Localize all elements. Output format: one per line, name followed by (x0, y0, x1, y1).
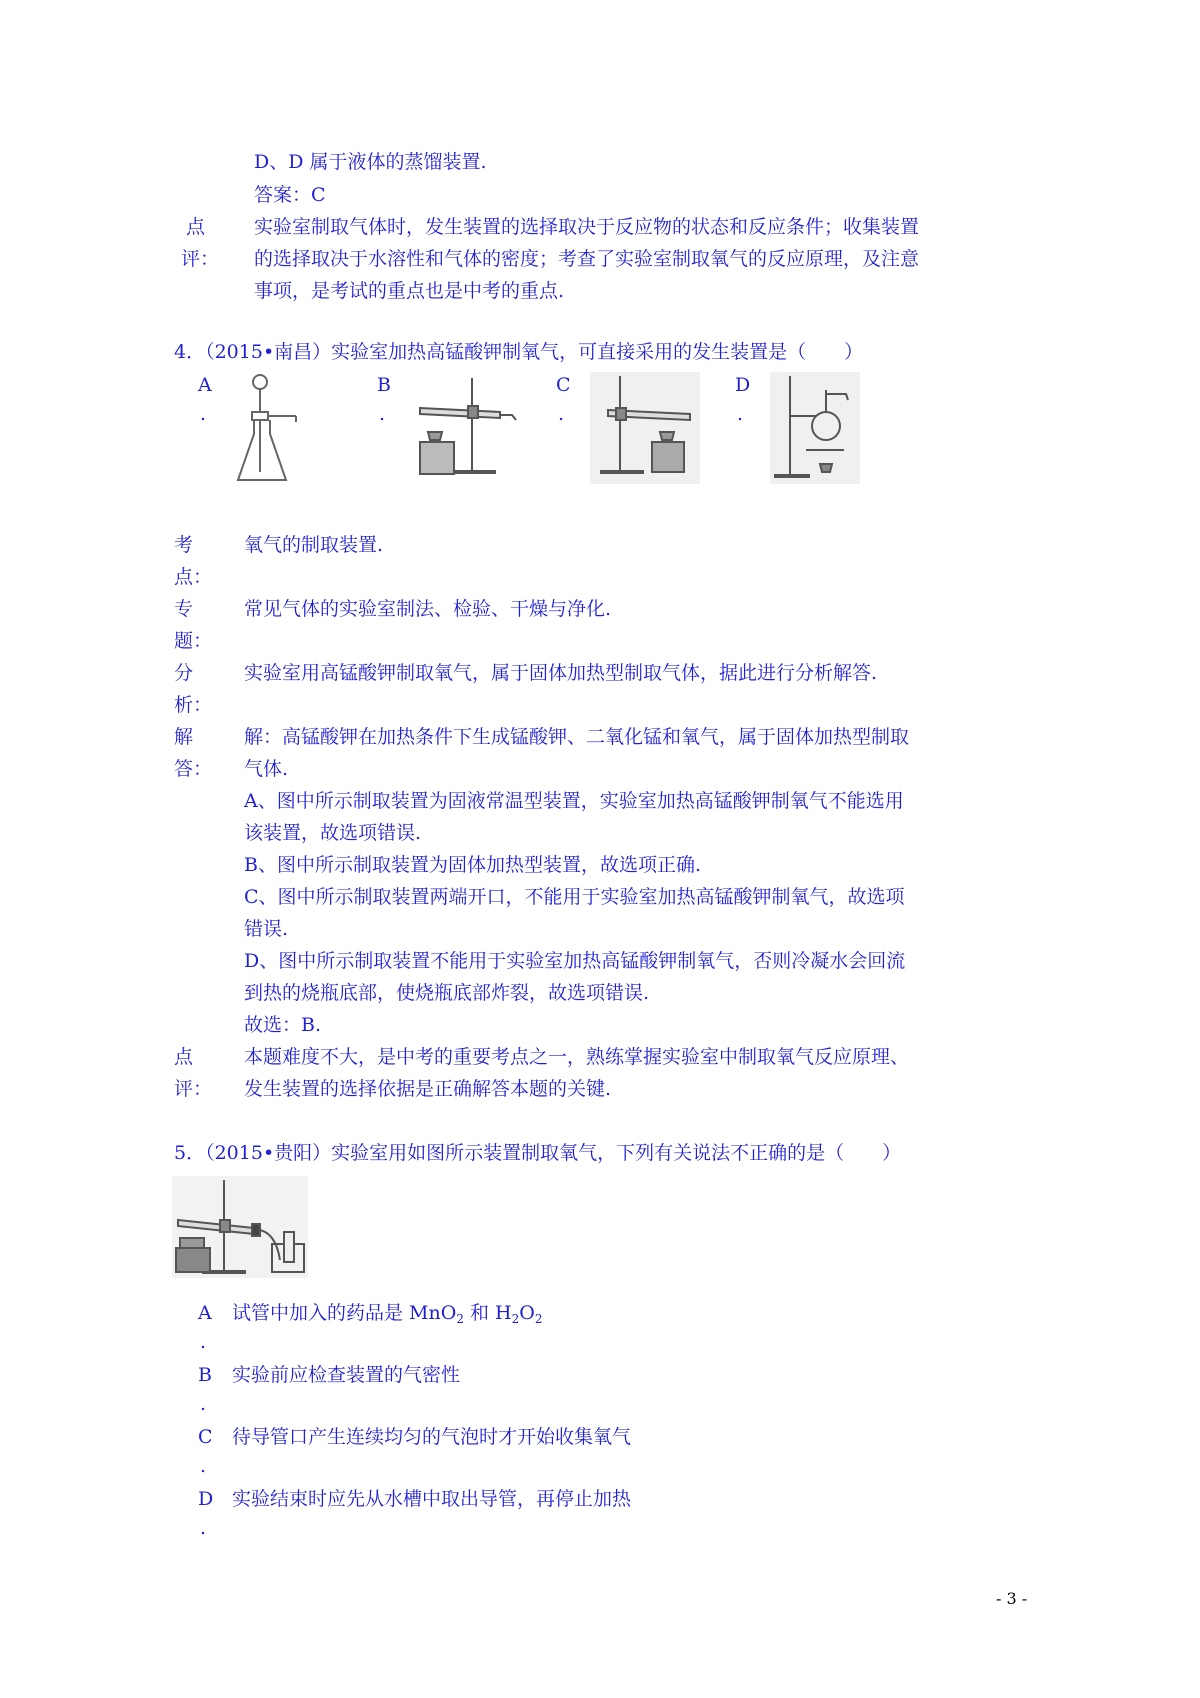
q4-section-text: 该装置，故选项错误. (244, 822, 422, 844)
q3-comment-line: 的选择取决于水溶性和气体的密度；考查了实验室制取氧气的反应原理，及注意 (254, 248, 920, 270)
q4-section-text: 发生装置的选择依据是正确解答本题的关键. (244, 1078, 612, 1100)
flask-heating-apparatus (770, 372, 860, 484)
q5-option-text-a (232, 1304, 542, 1325)
q5-option-dot: . (200, 1517, 207, 1539)
q5-option-text-c: 待导管口产生连续均匀的气泡时才开始收集氧气 (232, 1426, 632, 1448)
q4-section-text: 到热的烧瓶底部，使烧瓶底部炸裂，故选项错误. (244, 982, 650, 1004)
q4-option-letter-c: C (556, 374, 571, 396)
q5-option-a-sub: 2 (511, 1312, 520, 1326)
q4-section-label: 评： (174, 1078, 213, 1100)
q4-section-text: D、图中所示制取装置不能用于实验室加热高锰酸钾制氧气，否则冷凝水会回流 (244, 950, 906, 972)
q3-answer: 答案：C (254, 184, 326, 206)
q4-section-text: 故选：B. (244, 1014, 322, 1036)
q3-comment-label: 评： (181, 248, 220, 270)
q5-option-dot: . (200, 1393, 207, 1415)
q4-section-text: 实验室用高锰酸钾制取氧气，属于固体加热型制取气体，据此进行分析解答. (244, 662, 878, 684)
q4-section-label: 解 (174, 726, 194, 748)
q5-option-letter-a: A (198, 1302, 212, 1324)
q4-section-label: 专 (174, 598, 194, 620)
test-tube-heating-apparatus (412, 372, 522, 484)
q3-comment-line: 事项，是考试的重点也是中考的重点. (254, 280, 565, 302)
q5-option-a-part: 试管中加入的药品是 MnO (232, 1302, 457, 1324)
q4-option-dot: . (200, 403, 207, 425)
q4-section-text: 气体. (244, 758, 289, 780)
q5-option-letter-b: B (198, 1364, 212, 1386)
q4-section-text: 错误. (244, 918, 289, 940)
conical-flask-funnel-apparatus (230, 372, 302, 484)
q4-section-label: 点： (174, 566, 213, 588)
q5-option-a-sub: 2 (534, 1312, 543, 1326)
q4-section-text: B、图中所示制取装置为固体加热型装置，故选项正确. (244, 854, 702, 876)
q5-option-a-part: 和 H (463, 1302, 512, 1324)
q5-option-letter-d: D (198, 1488, 214, 1510)
page-number: - 3 - (996, 1589, 1028, 1608)
q4-section-text: 氧气的制取装置. (244, 534, 384, 556)
q3-comment-line: 实验室制取气体时，发生装置的选择取决于反应物的状态和反应条件；收集装置 (254, 216, 920, 238)
q4-stem: 4．（2015•南昌）实验室加热高锰酸钾制氧气，可直接采用的发生装置是（ ） (174, 341, 864, 363)
q4-section-label: 点 (174, 1046, 194, 1068)
q4-option-dot: . (737, 403, 744, 425)
q5-option-text-d: 实验结束时应先从水槽中取出导管，再停止加热 (232, 1488, 632, 1510)
oxygen-collection-apparatus (172, 1176, 308, 1278)
q5-option-text-b: 实验前应检查装置的气密性 (232, 1364, 461, 1386)
q4-section-text: 常见气体的实验室制法、检验、干燥与净化. (244, 598, 612, 620)
q5-option-dot: . (200, 1455, 207, 1477)
q4-section-label: 析： (174, 694, 213, 716)
q5-option-letter-c: C (198, 1426, 213, 1448)
q5-option-dot: . (200, 1331, 207, 1353)
q4-section-text: A、图中所示制取装置为固液常温型装置，实验室加热高锰酸钾制氧气不能选用 (244, 790, 904, 812)
q4-section-text: 解：高锰酸钾在加热条件下生成锰酸钾、二氧化锰和氧气，属于固体加热型制取 (244, 726, 910, 748)
q4-section-label: 题： (174, 630, 213, 652)
q3-option-d: D、D 属于液体的蒸馏装置. (254, 151, 487, 173)
q4-section-text: 本题难度不大，是中考的重要考点之一，熟练掌握实验室中制取氧气反应原理、 (244, 1046, 910, 1068)
q4-option-letter-a: A (198, 374, 212, 396)
q4-section-label: 分 (174, 662, 194, 684)
q5-option-a-part: O (519, 1302, 535, 1324)
q4-option-letter-d: D (735, 374, 751, 396)
q3-comment-label: 点 (186, 216, 206, 238)
q4-option-dot: . (558, 403, 565, 425)
q4-section-label: 答： (174, 758, 213, 780)
q4-section-text: C、图中所示制取装置两端开口，不能用于实验室加热高锰酸钾制氧气，故选项 (244, 886, 905, 908)
q4-option-dot: . (379, 403, 386, 425)
q5-stem: 5．（2015•贵阳）实验室用如图所示装置制取氧气，下列有关说法不正确的是（ ） (174, 1142, 902, 1164)
q4-section-label: 考 (174, 534, 194, 556)
q5-option-a-sub: 2 (456, 1312, 464, 1326)
q4-option-letter-b: B (377, 374, 391, 396)
open-tube-heating-apparatus (590, 372, 700, 484)
